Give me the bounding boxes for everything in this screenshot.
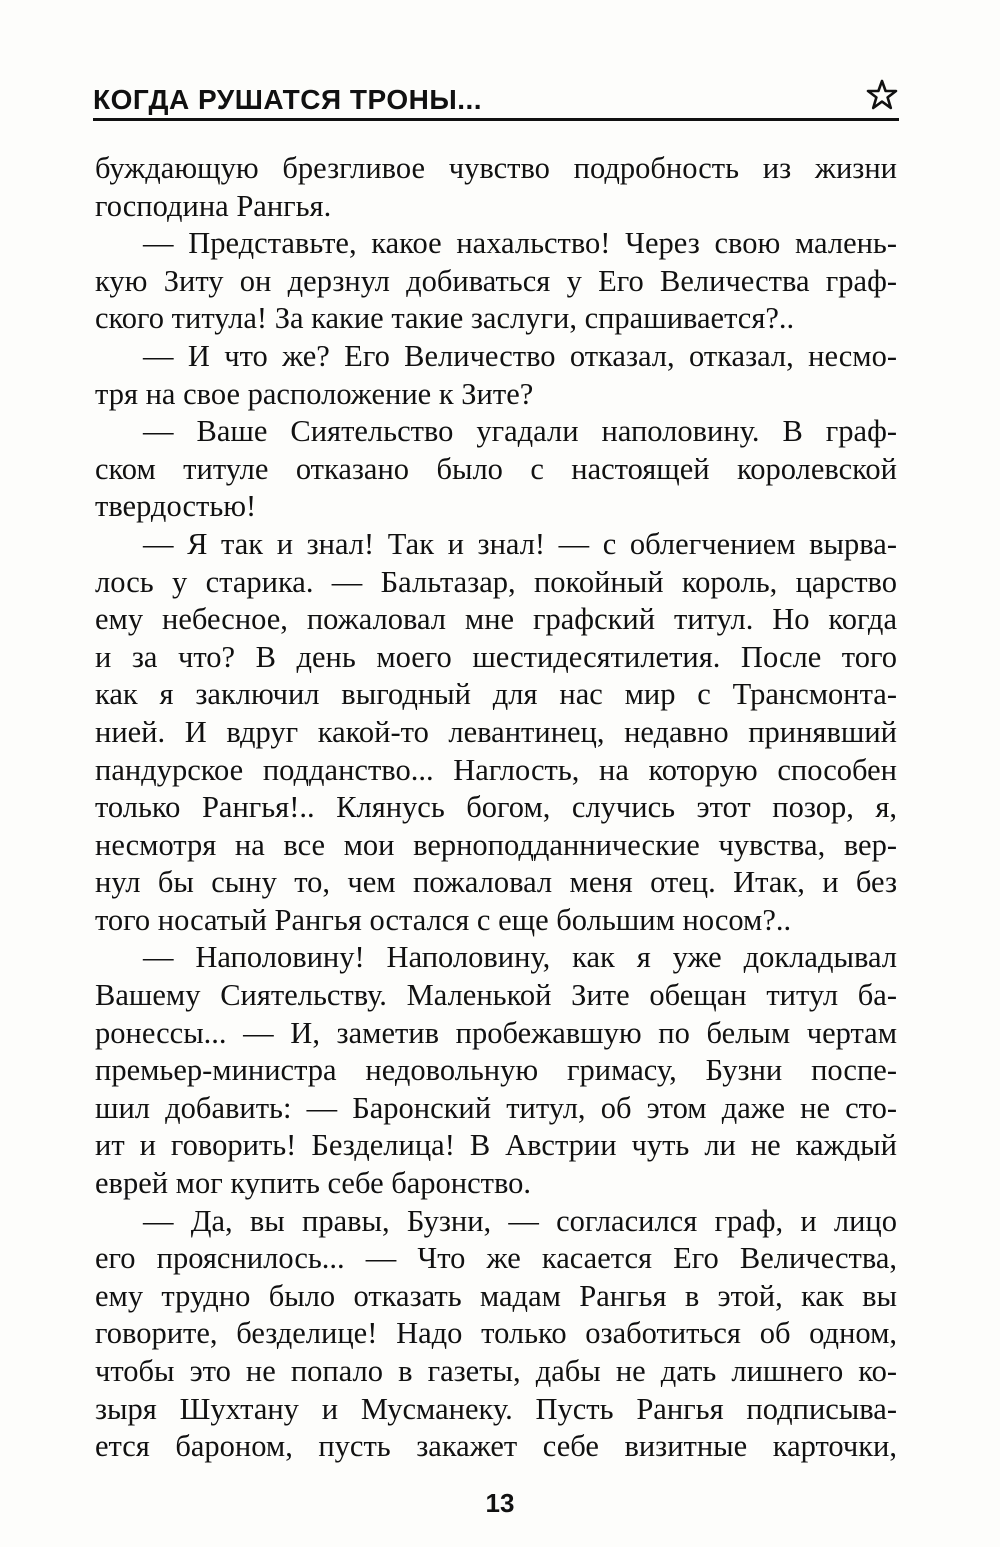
running-title: КОГДА РУШАТСЯ ТРОНЫ...: [93, 84, 483, 115]
text-line: говорите, безделице! Надо только озаботиться об одном,: [95, 1316, 897, 1351]
body-text: [95, 150, 897, 1466]
page-number: 13: [485, 1488, 515, 1518]
text-line: зыря Шухтану и Мусманеку. Пусть Рангья подписыва-: [95, 1391, 897, 1426]
text-line: нией. И вдруг какой-то левантинец, недавно принявший: [95, 714, 897, 749]
text-line: премьер-министра недовольную гримасу, Бузни поспе-: [95, 1053, 897, 1088]
text-line: ит и говорить! Безделица! В Австрии чуть ли не каждый: [95, 1128, 897, 1163]
text-line: ему трудно было отказать мадам Рангья в этой, как вы: [95, 1278, 897, 1313]
text-line: буждающую брезгливое чувство подробность из жизни: [95, 151, 897, 185]
text-line: только Рангья!.. Клянусь богом, случись этот позор, я,: [95, 790, 897, 825]
text-line: шил добавить: — Баронский титул, об этом даже не сто-: [95, 1090, 897, 1125]
text-line: ему небесное, пожаловал мне графский титул. Но когда: [95, 602, 897, 637]
text-line: — Да, вы правы, Бузни, — согласился граф, и лицо: [143, 1203, 897, 1238]
text-line: — Наполовину! Наполовину, как я уже докладывал: [143, 940, 897, 975]
text-line: тря на свое расположение к Зите?: [95, 376, 534, 411]
text-line: лось у старика. — Бальтазар, покойный король, царство: [95, 564, 897, 599]
text-line: и за что? В день моего шестидесятилетия. После того: [95, 639, 897, 674]
text-line: твердостью!: [95, 489, 257, 524]
text-line: — Ваше Сиятельство угадали наполовину. В граф-: [143, 414, 897, 449]
text-line: несмотря на все мои верноподданнические чувства, вер-: [95, 827, 897, 862]
text-line: — Представьте, какое нахальство! Через свою малень-: [143, 226, 897, 261]
page-header: [93, 70, 899, 122]
text-line: — Я так и знал! Так и знал! — с облегчением вырва-: [143, 526, 897, 561]
text-line: — И что же? Его Величество отказал, отказал, несмо-: [143, 338, 897, 373]
text-line: кую Зиту он дерзнул добиваться у Его Величества граф-: [95, 263, 897, 298]
text-line: того носатый Рангья остался с еще большим носом?..: [95, 902, 792, 937]
text-line: ском титуле отказано было с настоящей королевской: [95, 451, 897, 486]
text-line: чтобы это не попало в газеты, дабы не дать лишнего ко-: [95, 1354, 897, 1388]
text-line: ского титула! За какие такие заслуги, спрашивается?..: [95, 301, 795, 336]
text-line: его прояснилось... — Что же касается Его Величества,: [95, 1241, 897, 1276]
header-divider: [93, 118, 899, 121]
text-line: еврей мог купить себе баронство.: [95, 1166, 532, 1201]
text-line: нул бы сыну то, чем пожаловал меня отец. Итак, и без: [95, 865, 897, 900]
text-line: Вашему Сиятельству. Маленькой Зите обещан титул ба-: [95, 978, 897, 1013]
text-line: пандурское подданство... Наглость, на которую способен: [95, 752, 897, 787]
text-line: ронессы... — И, заметив пробежавшую по белым чертам: [95, 1015, 897, 1050]
text-line: господина Рангья.: [95, 188, 332, 223]
text-line: как я заключил выгодный для нас мир с Трансмонта-: [95, 677, 897, 712]
star-outline-icon: [865, 78, 899, 112]
text-line: ется бароном, пусть закажет себе визитные карточки,: [95, 1429, 897, 1464]
